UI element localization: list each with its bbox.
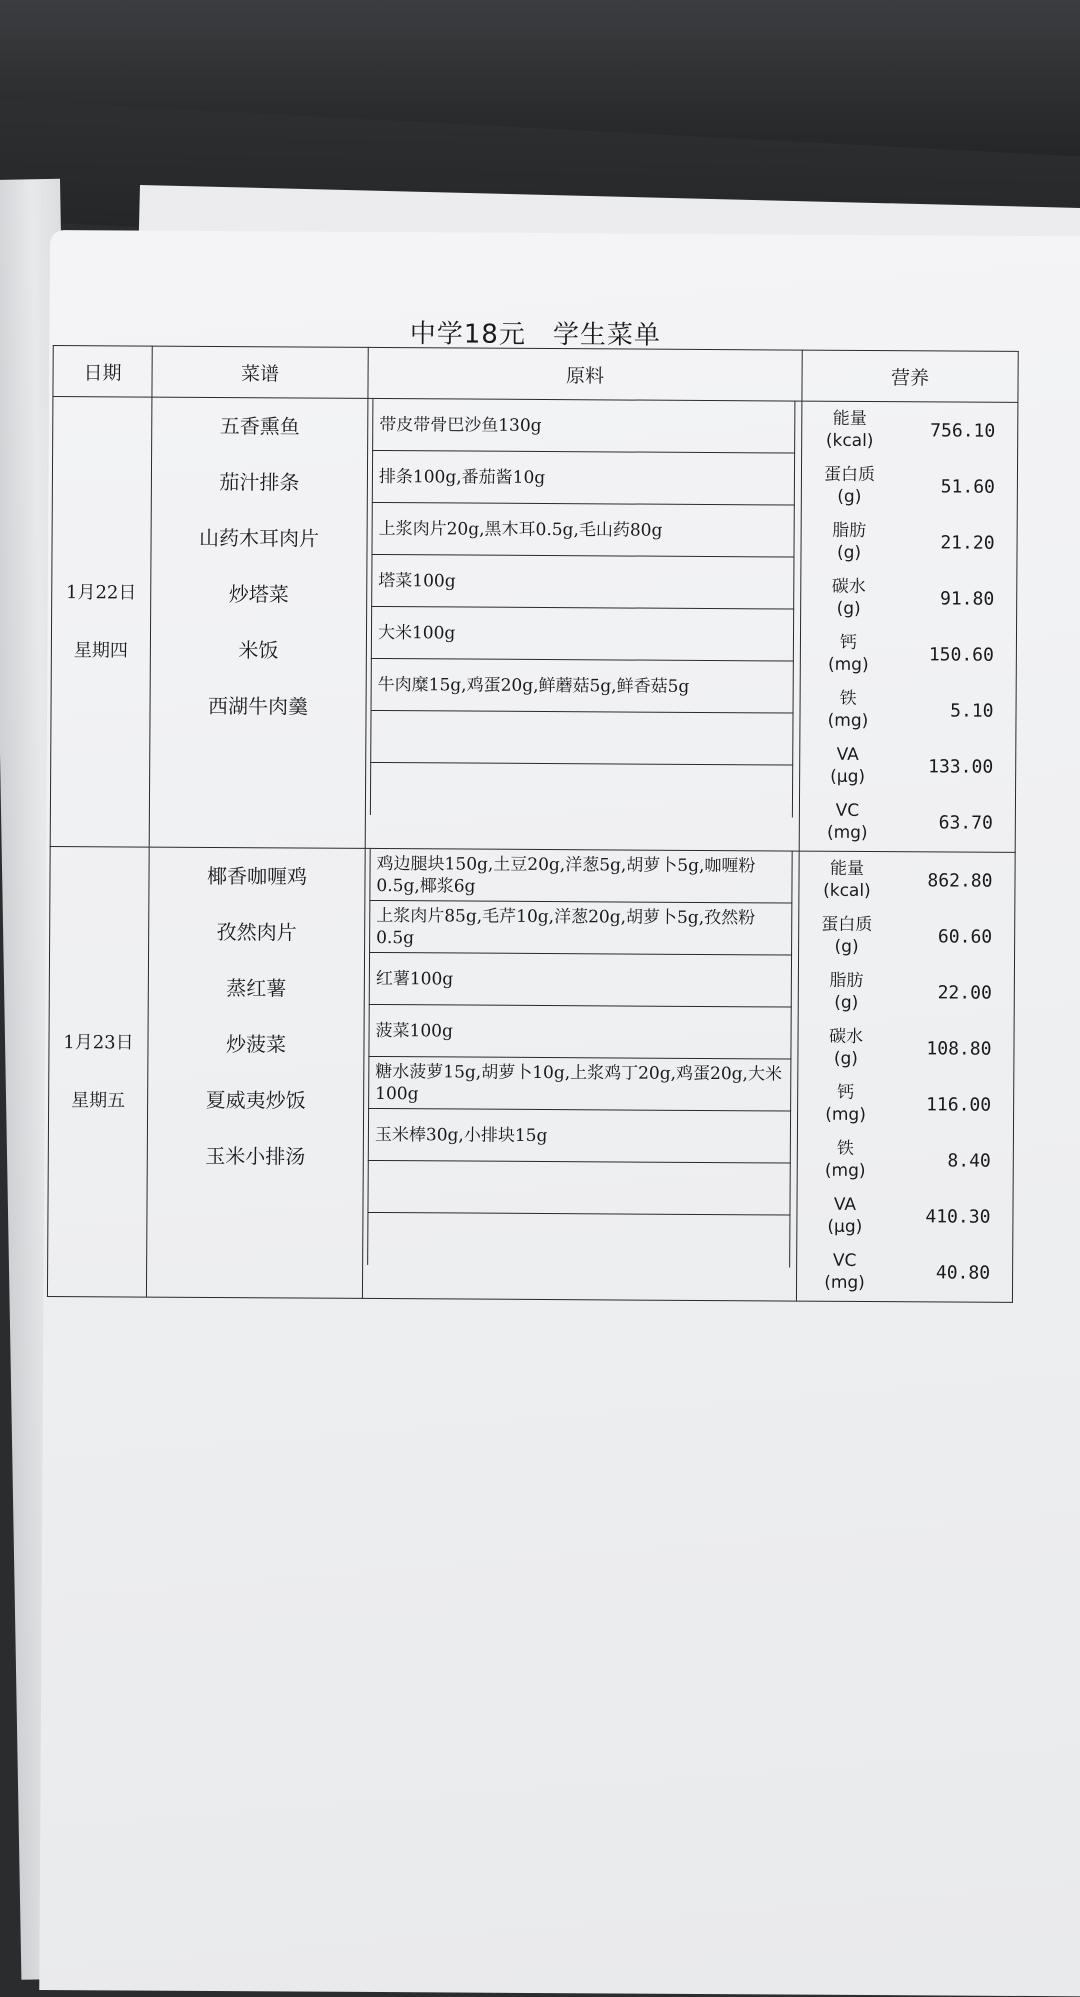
nutrient-label: VC [835,800,860,821]
nutrient-label: 碳水 [828,1026,864,1047]
nutrient-value: 108.80 [926,1037,992,1060]
ingredient-line: 鸡边腿块150g,土豆20g,洋葱5g,胡萝卜5g,咖喱粉0.5g,椰浆6g [369,849,792,904]
nutrient-unit: (mg) [824,1272,865,1293]
nutrition-row [798,1132,1013,1189]
nutrient-label: 能量 [832,408,867,429]
ingredient-line: 上浆肉片85g,毛芹10g,洋葱20g,胡萝卜5g,孜然粉0.5g [369,901,792,956]
nutrient-label: VC [832,1250,857,1271]
nutrition-row [801,570,1016,627]
dish-name: 椰香咖喱鸡 [206,863,308,889]
nutrient-unit: (g) [837,486,862,507]
dish-cell [149,397,368,848]
ingredients-cell [365,398,802,851]
dish-name: 西湖牛肉羹 [207,693,309,719]
nutrient-value: 40.80 [935,1261,991,1284]
ingredient-line: 玉米棒30g,小排块15g [368,1109,791,1164]
nutrient-unit: (g) [836,598,861,619]
nutrient-label: 蛋白质 [823,464,876,486]
nutrient-label: 脂肪 [832,520,867,541]
ingredient-line [367,1213,790,1268]
nutrient-label: 能量 [830,858,865,879]
nutrient-label: 脂肪 [829,970,864,991]
nutrition-row [800,794,1015,851]
dish-name: 茄汁排条 [219,470,300,495]
nutrient-value: 51.60 [940,475,995,498]
ingredient-line [367,1161,790,1216]
nutrition-row [799,852,1014,909]
nutrient-value: 91.80 [939,587,995,610]
date-cell [47,846,149,1297]
day-row [47,846,1015,1302]
nutrition-row [801,626,1016,683]
nutrient-value: 60.60 [937,925,993,948]
nutrient-value: 150.60 [928,643,994,666]
date-cell [50,397,152,848]
nutrient-unit: (g) [834,992,859,1013]
nutrient-value: 5.10 [950,699,994,722]
nutrient-unit: (mg) [824,1160,866,1181]
nutrient-value: 116.00 [926,1093,992,1116]
nutrient-unit: (kcal) [823,880,871,902]
nutrition-row [799,964,1014,1021]
nutrient-value: 410.30 [925,1205,991,1228]
menu-table [47,345,1019,1303]
ingredient-line: 大米100g [371,607,794,662]
ingredients-cell [362,848,799,1301]
nutrient-unit: (g) [836,542,862,563]
nutrition-row [800,738,1015,795]
nutrient-unit: (g) [833,1048,859,1069]
nutrient-value: 21.20 [940,531,995,554]
nutrient-label: 碳水 [831,576,866,597]
nutrient-label: 钙 [837,1082,855,1103]
nutrition-row [801,514,1016,571]
nutrition-row [798,1020,1013,1077]
ingredient-line: 菠菜100g [368,1005,791,1060]
dish-name: 孜然肉片 [216,920,297,945]
nutrient-value: 63.70 [938,811,993,834]
ingredient-line: 牛肉糜15g,鸡蛋20g,鲜蘑菇5g,鲜香菇5g [371,659,794,714]
header-dish: 菜谱 [152,346,368,398]
dish-name: 山药木耳肉片 [199,525,320,551]
date-label: 1月22日 [65,581,137,604]
nutrient-unit: (mg) [827,710,869,731]
nutrient-unit: (μg) [830,766,866,787]
nutrition-row [800,682,1015,739]
dish-name: 炒菠菜 [225,1032,287,1057]
dish-name: 夏威夷炒饭 [205,1087,306,1113]
ingredient-line: 带皮带骨巴沙鱼130g [372,399,795,454]
dish-name: 米饭 [238,638,279,663]
nutrition-cell [799,401,1018,852]
nutrition-row [802,402,1017,459]
nutrient-unit: (mg) [826,822,868,843]
dish-name: 五香熏鱼 [219,414,300,439]
ingredient-line: 排条100g,番茄酱10g [372,451,795,506]
dish-name: 玉米小排汤 [205,1143,306,1169]
nutrient-value: 8.40 [947,1149,991,1172]
nutrition-row [797,1188,1012,1245]
header-row [53,346,1018,403]
nutrient-label: 铁 [836,1138,854,1159]
nutrient-label: 钙 [839,632,858,653]
ingredient-line [370,763,793,818]
nutrition-row [799,908,1014,965]
ingredient-line: 上浆肉片20g,黑木耳0.5g,毛山药80g [371,503,794,558]
dish-name: 蒸红薯 [226,976,287,1001]
ingredient-line [370,711,793,766]
date-label: 1月23日 [63,1031,134,1054]
nutrient-unit: (μg) [827,1216,863,1237]
nutrient-label: VA [833,1194,857,1215]
header-date: 日期 [53,346,152,398]
nutrition-row [802,458,1017,515]
nutrient-value: 756.10 [930,419,996,442]
dish-name: 炒塔菜 [228,582,289,607]
nutrient-unit: (mg) [825,1104,866,1125]
document-title: 中学18元 学生菜单 [409,319,661,351]
header-ingredients: 原料 [368,347,802,401]
nutrient-value: 22.00 [937,981,992,1004]
weekday-label: 星期四 [73,639,128,661]
nutrient-label: 蛋白质 [821,914,873,936]
nutrient-unit: (g) [834,936,859,957]
nutrition-cell [796,851,1015,1302]
nutrient-label: 铁 [839,688,857,709]
nutrient-value: 133.00 [928,755,994,778]
weekday-label: 星期五 [71,1089,126,1111]
ingredient-line: 塔菜100g [371,555,794,610]
day-row [50,397,1018,853]
nutrient-unit: (kcal) [825,430,874,452]
nutrient-unit: (mg) [827,654,869,675]
nutrient-label: VA [836,744,859,765]
nutrition-row [797,1244,1012,1301]
ingredient-line: 糖水菠萝15g,胡萝卜10g,上浆鸡丁20g,鸡蛋20g,大米100g [368,1057,791,1112]
nutrition-row [798,1076,1013,1133]
header-nutrition: 营养 [802,350,1018,402]
dish-cell [146,847,365,1298]
ingredient-line: 红薯100g [369,953,792,1008]
nutrient-value: 862.80 [927,869,993,892]
